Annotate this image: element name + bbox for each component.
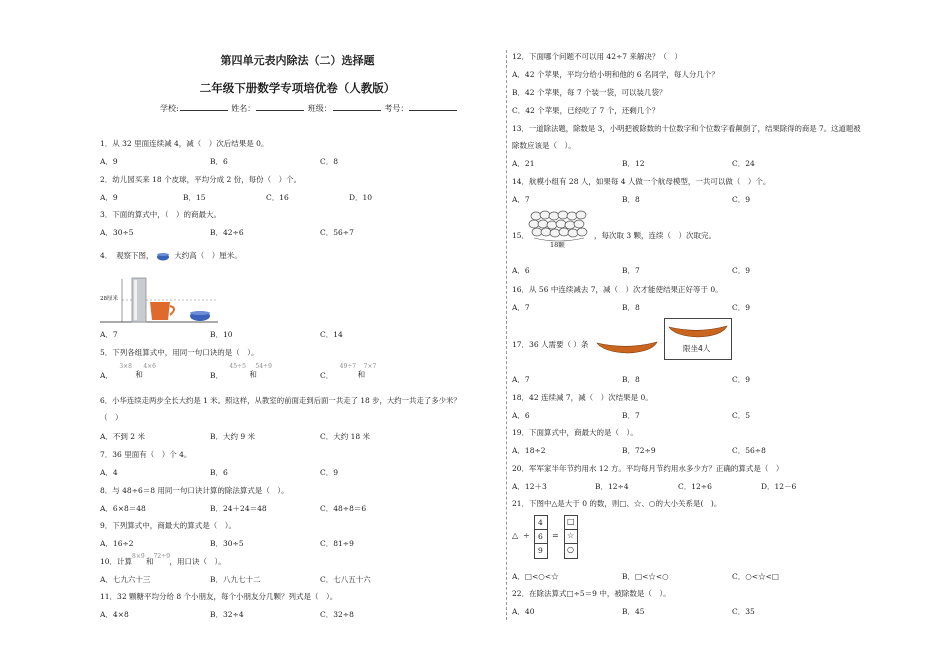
q16-option-b[interactable]: B．8: [622, 303, 640, 312]
q14-option-c[interactable]: C．9: [732, 195, 751, 204]
q20-option-c[interactable]: C．12÷6: [678, 482, 712, 491]
question-12: 12．下面哪个问题不可以用 42÷7 来解决？（ ）: [512, 52, 682, 61]
name-blank[interactable]: [256, 102, 304, 111]
q19-option-b[interactable]: B．72÷9: [622, 446, 656, 455]
q3-option-b[interactable]: B．42÷6: [210, 228, 244, 237]
q11-option-a[interactable]: A．4×8: [100, 610, 129, 619]
question-8: 8．与 48÷6＝8 用同一句口诀计算的除法算式是（ ）。: [100, 486, 289, 495]
q14-option-a[interactable]: A．7: [512, 195, 530, 204]
q4-option-c[interactable]: C．14: [320, 330, 343, 339]
q4-cup-icon: [156, 251, 172, 261]
q4-option-b[interactable]: B．10: [210, 330, 233, 339]
q5-b-expr-2: 54÷9: [255, 363, 272, 370]
question-1: 1．从 32 里面连续减 4，减（ ）次后结果是 0。: [100, 139, 269, 148]
school-label: 学校:: [160, 104, 179, 113]
q11-option-b[interactable]: B．32÷4: [210, 610, 244, 619]
worksheet-subtitle: 二年级下册数学专项培优卷（人教版）: [199, 81, 396, 95]
q5-option-c-label: C．: [320, 371, 334, 380]
q21-divide-symbol: ÷: [523, 531, 530, 540]
q5-option-a[interactable]: [100, 363, 159, 381]
q19-option-a[interactable]: A．18÷2: [512, 446, 546, 455]
q21-dividend-column: [534, 515, 548, 559]
q16-option-c[interactable]: C．9: [732, 303, 751, 312]
q21-square-symbol: □: [567, 517, 575, 526]
question-10: [100, 553, 226, 567]
q21-dividend-2: 6: [538, 532, 543, 541]
q4-option-a[interactable]: A．7: [100, 330, 118, 339]
question-18: 18．42 连续减 7，减（ ）次结果是 0。: [512, 393, 653, 402]
question-5: 5．下列各组算式中，用同一句口诀的是（ ）。: [100, 348, 259, 357]
q3-option-c[interactable]: C．56÷7: [320, 228, 354, 237]
question-19: 19．下面算式中，商最大的是（ ）。: [512, 428, 638, 437]
q5-option-b-label: B．: [210, 371, 224, 380]
q17-boat-icon: [596, 338, 658, 354]
q21-circle-symbol: ○: [567, 545, 574, 554]
q12-option-c[interactable]: C．42 个苹果，已经吃了 7 个，还剩几个？: [512, 106, 660, 115]
q2-option-a[interactable]: A．9: [100, 193, 118, 202]
q6-option-b[interactable]: B．大约 9 米: [210, 432, 256, 441]
question-7: 7．36 里面有（ ）个 4。: [100, 450, 192, 459]
q5-c-expr-1: 49÷7: [339, 363, 357, 370]
question-6: 6．小华连续走两步全长大约是 1 米。照这样，从教室的前面走到后面一共走了 18 步，大约一共走了多少米？: [100, 396, 461, 405]
q21-option-b[interactable]: B．□<☆<○: [622, 572, 669, 581]
q4-text: 4． 观察下图，: [100, 251, 154, 260]
q5-option-a-label: A．: [100, 371, 113, 380]
q5-c-and: 和: [357, 370, 366, 379]
q18-option-b[interactable]: B．7: [622, 411, 640, 420]
question-15: 15．: [512, 231, 530, 240]
question-17: 17．36 人需要（ ）条: [512, 340, 589, 349]
q10-text-2: ，用口诀（ ）。: [169, 557, 226, 566]
question-20: 20．军军家半年节约用水 12 方。平均每月节约用水多少方？正确的算式是（ ）: [512, 464, 784, 473]
class-blank[interactable]: [333, 102, 381, 111]
worksheet-title: 第四单元表内除法（二）选择题: [220, 54, 375, 67]
q9-option-c[interactable]: C．81÷9: [320, 539, 354, 548]
q6-option-c[interactable]: C．大约 18 米: [320, 432, 371, 441]
q4-text-2: 大约高（ ）厘米。: [174, 251, 242, 260]
question-9: 9．下列算式中，商最大的算式是（ ）。: [100, 521, 237, 530]
q21-equals-symbol: =: [552, 531, 559, 540]
q13-option-b[interactable]: B．12: [622, 159, 645, 168]
q10-and: 和: [146, 557, 154, 566]
q7-option-a[interactable]: A．4: [100, 468, 118, 477]
q21-star-symbol: ☆: [567, 531, 575, 540]
class-label: 班级：: [307, 104, 332, 113]
q8-option-a[interactable]: A．6×8＝48: [100, 504, 146, 513]
question-11: 11．32 颗糖平均分给 8 个小朋友，每个小朋友分几颗？列式是（ ）。: [100, 592, 338, 601]
q1-option-b[interactable]: B．6: [210, 157, 228, 166]
q13-option-c[interactable]: C．24: [732, 159, 755, 168]
q1-option-c[interactable]: C．8: [320, 157, 339, 166]
q14-option-b[interactable]: B．8: [622, 195, 640, 204]
question-13: 13．一道除法题，除数是 3，小明把被除数的十位数字和个位数字看颠倒了，结果除得的商是 7。这道题被: [512, 124, 861, 133]
q21-triangle-symbol: △: [512, 531, 519, 540]
q2-option-b[interactable]: B．15: [183, 193, 206, 202]
school-blank[interactable]: [180, 102, 228, 111]
q18-option-a[interactable]: A．6: [512, 411, 530, 420]
exam-number-label: 考号：: [384, 104, 409, 113]
question-21: 21．下图中△是大于 0 的数，则□、☆、○的大小关系是( )。: [512, 499, 722, 508]
q7-option-b[interactable]: B．6: [210, 468, 228, 477]
q21-option-a[interactable]: A．□<○<☆: [512, 572, 559, 581]
question-3: 3．下面的算式中，（ ）的商最大。: [100, 210, 222, 219]
q15-option-c[interactable]: C．9: [732, 266, 751, 275]
q5-option-b[interactable]: [210, 363, 275, 381]
q5-a-and: 和: [135, 370, 143, 379]
q13-option-a[interactable]: A．21: [512, 159, 535, 168]
q10-expr-1: 8×9: [132, 553, 145, 560]
q22-option-b[interactable]: B．45: [622, 607, 645, 616]
q5-b-and: 和: [249, 370, 257, 379]
q21-dividend-1: 4: [538, 518, 543, 527]
q1-option-a[interactable]: A．9: [100, 157, 118, 166]
q20-option-a[interactable]: A．12＋3: [512, 482, 547, 491]
q15-option-a[interactable]: A．6: [512, 266, 530, 275]
q8-option-b[interactable]: B．24＋24＝48: [210, 504, 267, 513]
name-label: 姓名：: [231, 104, 256, 113]
column-divider: [506, 50, 507, 620]
q5-b-expr-1: 45÷5: [229, 363, 246, 370]
q22-option-a[interactable]: A．40: [512, 607, 535, 616]
student-info-line: [160, 102, 458, 114]
q6-option-a[interactable]: A．不到 2 米: [100, 432, 145, 441]
q10-option-c[interactable]: C．七八五十六: [320, 575, 371, 584]
q5-option-c[interactable]: [320, 363, 386, 381]
q10-option-a[interactable]: A．七九六十三: [100, 575, 151, 584]
q2-option-c[interactable]: C．16: [266, 193, 289, 202]
q16-option-a[interactable]: A．7: [512, 303, 530, 312]
q21-division-figure: [512, 515, 592, 559]
question-13-continued: 除数应该是（ ）。: [512, 141, 576, 150]
question-16: 16．从 56 中连续减去 7，减（ ）次才能使结果正好等于 0。: [512, 285, 723, 294]
q21-option-c[interactable]: C．○<☆<□: [732, 572, 779, 581]
exam-number-blank[interactable]: [409, 102, 457, 111]
q17-boat-sign: [664, 318, 732, 360]
q10-option-b[interactable]: B．八九七十二: [210, 575, 261, 584]
q5-a-expr-2: 4×6: [143, 363, 156, 370]
q15-candy-figure: [528, 208, 592, 250]
q12-option-b[interactable]: B．42 个苹果，每 7 个装一袋，可以装几袋？: [512, 88, 667, 97]
q18-option-c[interactable]: C．5: [732, 411, 751, 420]
q5-a-expr-1: 3×8: [119, 363, 132, 370]
question-15-continued: ，每次取 3 颗，连续（ ）次取完。: [594, 231, 717, 240]
q20-option-d[interactable]: D．12－6: [761, 482, 797, 491]
question-2: 2．幼儿园买来 18 个皮球，平均分成 2 份，每份（ ）个。: [100, 175, 302, 184]
q21-dividend-3: 9: [538, 546, 543, 555]
q10-expr-2: 72÷9: [153, 553, 171, 560]
q9-option-b[interactable]: B．30÷5: [210, 539, 244, 548]
q5-c-expr-2: 7×7: [363, 363, 377, 370]
q21-result-column: [564, 515, 578, 559]
question-22: 22．在除法算式□÷5＝9 中，被除数是（ ）。: [512, 589, 671, 598]
q17-capacity-label: 限坐4人: [683, 344, 711, 353]
q10-text: 10．计算: [100, 557, 133, 566]
q12-option-a[interactable]: A．42 个苹果，平均分给小明和他的 6 名同学，每人分几个？: [512, 70, 719, 79]
q22-option-c[interactable]: C．35: [732, 607, 755, 616]
question-14: 14．航模小组有 28 人，如果每 4 人做一个航母模型，一共可以做（ ）个。: [512, 177, 771, 186]
q4-height-label: 28厘米: [100, 296, 118, 302]
q15-option-b[interactable]: B．7: [622, 266, 640, 275]
q7-option-c[interactable]: C．9: [320, 468, 339, 477]
q2-option-d[interactable]: D．10: [349, 193, 373, 202]
q20-option-b[interactable]: B．12÷4: [595, 482, 629, 491]
q4-figure: [100, 268, 220, 328]
question-6-continued: （ ）: [100, 413, 123, 422]
q17-option-a[interactable]: A．7: [512, 375, 530, 384]
q9-option-a[interactable]: A．16÷2: [100, 539, 134, 548]
q15-candy-count: 18颗: [550, 241, 565, 249]
q8-option-c[interactable]: C．48÷8＝6: [320, 504, 367, 513]
q17-option-c[interactable]: C．9: [732, 375, 751, 384]
q11-option-c[interactable]: C．32÷8: [320, 610, 354, 619]
q17-option-b[interactable]: B．8: [622, 375, 640, 384]
q19-option-c[interactable]: C．56÷8: [732, 446, 766, 455]
q3-option-a[interactable]: A．30÷5: [100, 228, 134, 237]
question-4: [100, 251, 242, 261]
